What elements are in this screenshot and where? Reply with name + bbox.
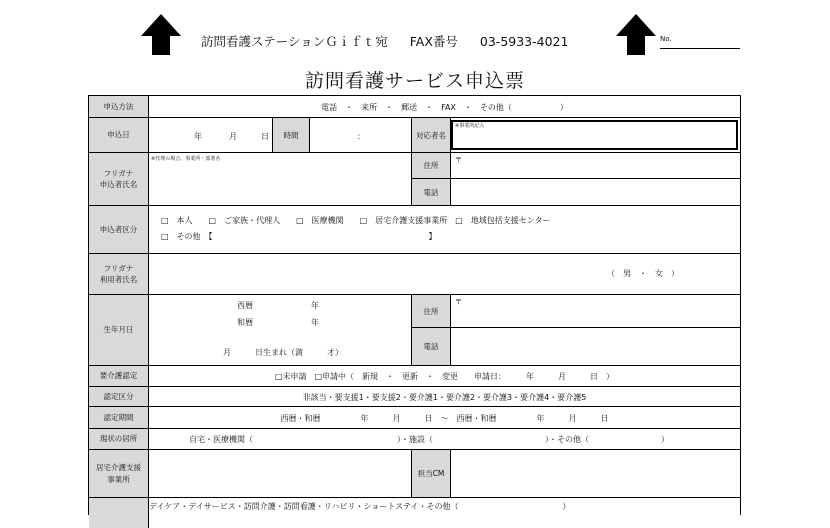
applicant-label xyxy=(89,153,149,205)
fax-header xyxy=(201,32,586,50)
user-address-label: 住所 xyxy=(411,295,451,328)
cm-label: 担当CM xyxy=(411,450,451,497)
date-label: 申込日 xyxy=(89,118,149,152)
method-label: 申込方法 xyxy=(89,96,149,117)
row-services xyxy=(89,498,740,528)
services-options[interactable]: デイケア・デイサービス・訪問介護・訪問看護・リハビリ・ショートステイ・その他（ ） xyxy=(149,502,571,511)
handler-field[interactable] xyxy=(451,120,738,150)
date-month: 月 xyxy=(229,132,237,141)
care-cert-options[interactable]: □未申請 □申請中（ 新規 ・ 更新 ・ 変更 申請日： 年 月 日 ） xyxy=(274,372,615,381)
row-user xyxy=(89,254,740,295)
date-day: 日 xyxy=(261,132,269,141)
page-title: 訪問看護サービス申込票 xyxy=(304,70,525,92)
handler-note: ※事業所記入 xyxy=(455,123,485,129)
row-date xyxy=(89,118,740,153)
cert-class-options[interactable]: 非該当・要支援1・要支援2・要介護1・要介護2・要介護3・要介護4・要介護5 xyxy=(302,393,587,402)
care-office-label xyxy=(89,450,149,497)
furigana-label: フリガナ xyxy=(103,168,134,178)
user-label xyxy=(89,254,149,294)
no-label: No. xyxy=(660,35,672,43)
method-options[interactable]: 電話 ・ 来所 ・ 郵送 ・ FAX ・ その他（ ） xyxy=(321,103,568,112)
birth-wareki: 和暦 xyxy=(237,318,253,327)
user-postal-mark: 〒 xyxy=(455,298,462,306)
row-residence xyxy=(89,429,740,450)
birth-year-2: 年 xyxy=(311,318,319,327)
category-options-line-1[interactable]: □ 本人 □ ご家族・代理人 □ 医療機関 □ 居宅介護支援事業所 □ 地域包括支援センター xyxy=(161,216,551,225)
row-category xyxy=(89,206,740,254)
birth-year-1: 年 xyxy=(311,301,319,310)
gender-options[interactable]: （ 男 ・ 女 ） xyxy=(607,269,679,278)
date-year: 年 xyxy=(194,132,202,141)
row-care-office xyxy=(89,450,740,498)
time-colon: ： xyxy=(357,132,365,141)
user-name-label: 利用者氏名 xyxy=(99,275,138,284)
birth-seireki: 西暦 xyxy=(237,301,253,310)
category-options-line-2[interactable]: □ その他 【 】 xyxy=(161,232,437,241)
residence-label: 現状の居所 xyxy=(89,429,149,449)
applicant-phone-label: 電話 xyxy=(411,179,451,205)
services-label xyxy=(89,498,149,528)
applicant-note: ※代理の場合、事業所・部署名 xyxy=(151,156,221,162)
fax-label: FAX番号 xyxy=(409,34,458,49)
user-phone-label: 電話 xyxy=(411,328,451,365)
user-furigana-label: フリガナ xyxy=(103,263,134,273)
row-applicant xyxy=(89,153,740,206)
care-office-label-2: 事業所 xyxy=(107,474,130,484)
row-birth xyxy=(89,295,740,366)
care-office-label-1: 居宅介護支援 xyxy=(96,463,141,473)
birth-month-day: 月 日生まれ（満 才） xyxy=(223,348,343,357)
row-cert-period xyxy=(89,407,740,429)
residence-options[interactable]: 自宅・医療機関（ ）・施設（ ）・その他（ ） xyxy=(189,435,669,444)
cert-class-label: 認定区分 xyxy=(89,387,149,406)
cert-period-value[interactable]: 西暦・和暦 年 月 日 ～ 西暦・和暦 年 月 日 xyxy=(280,414,609,423)
applicant-name-label: 申込者氏名 xyxy=(99,180,138,189)
row-care-cert xyxy=(89,366,740,387)
birth-label: 生年月日 xyxy=(89,295,149,365)
applicant-address-label: 住所 xyxy=(411,153,451,179)
time-label: 時間 xyxy=(272,118,310,152)
applicant-postal-mark: 〒 xyxy=(455,156,462,164)
row-method xyxy=(89,96,740,118)
care-cert-label: 要介護認定 xyxy=(89,366,149,386)
recipient: 訪問看護ステーションＧｉｆｔ宛 xyxy=(201,34,388,49)
no-field-line[interactable] xyxy=(660,48,740,49)
cert-period-label: 認定期間 xyxy=(89,407,149,428)
fax-number: 03-5933-4021 xyxy=(479,34,569,49)
handler-label: 対応者名 xyxy=(411,118,451,152)
application-form xyxy=(88,95,741,515)
row-cert-class xyxy=(89,387,740,407)
category-label: 申込者区分 xyxy=(89,206,149,253)
